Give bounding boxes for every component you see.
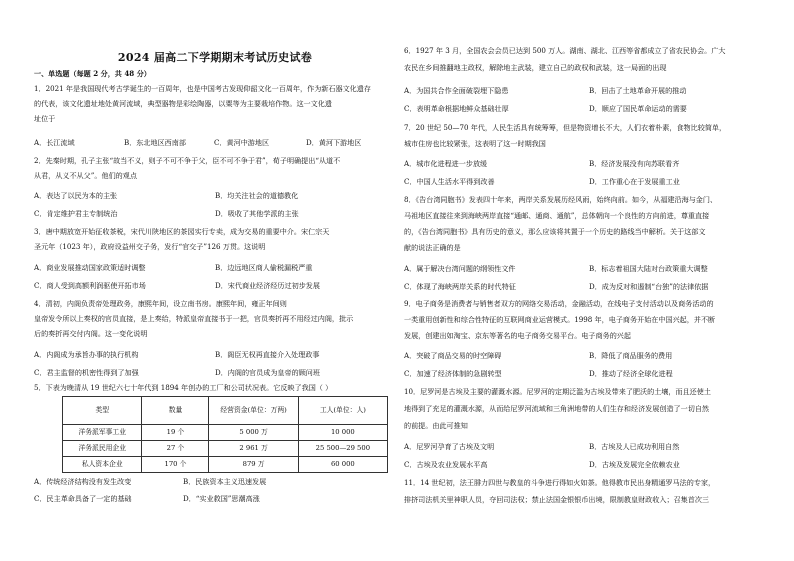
table-row — [63, 425, 388, 441]
option-d[interactable]: D．宋代商业经济经历过初步发展 — [215, 281, 320, 290]
table-cell: 170 个 — [142, 457, 209, 473]
question-text: 6．1927 年 3 月，全国农会会员已达到 500 万人。湖南、湖北、江西等省都成立了省农民协会。广大 — [404, 46, 726, 55]
option-d[interactable]: D．黄河下游地区 — [306, 138, 362, 147]
question-text: 圣元年（1023 年），政府设益州交子务，发行“官交子”126 万贯。这说明 — [34, 242, 266, 251]
section-heading: 一、单选题（每题 2 分，共 48 分） — [34, 69, 151, 78]
question-text: 5．下表为晚清从 19 世纪六七十年代到 1894 年创办的工厂和公司状况表。它反映了我国（ ） — [34, 383, 333, 392]
option-c[interactable]: C．肯定维护君主专制统治 — [34, 209, 118, 218]
option-d[interactable]: D．吸收了其他学派的主张 — [215, 209, 299, 218]
option-c[interactable]: C．中国人生活水平得到改善 — [404, 177, 495, 186]
table-cell: 私人资本企业 — [63, 457, 142, 473]
table-cell: 2 961 万 — [209, 441, 298, 457]
option-c[interactable]: C．商人受到高额利润驱使开拓市场 — [34, 281, 146, 290]
question-text: 9．电子商务是消费者与销售者双方的网络交易活动，金融活动，在线电子支付活动以及商务活动的 — [404, 299, 714, 308]
question-text: 的，《告台湾同胞书》具有历史的意义，那么应该将其置于一个历史的路线当中解析。关于这部文 — [404, 227, 706, 236]
option-c[interactable]: C．表明革命根据地鲜众基础壮厚 — [404, 104, 509, 113]
option-d[interactable]: D．古埃及发展完全依赖农业 — [589, 460, 680, 469]
option-c[interactable]: C．加速了经济体制的急剧转型 — [404, 369, 502, 378]
option-a[interactable]: A．传统经济结构没有发生改变 — [34, 477, 132, 486]
question-text: 排挤司法机关里神职人员，夺回司法权；禁止法国金银银币出境，限制教皇财政收入；召集首次三 — [404, 495, 710, 504]
option-c[interactable]: C．君主监督的机密性得到了加强 — [34, 368, 139, 377]
option-a[interactable]: A．属于解决台湾问题的纲领性文件 — [404, 264, 516, 273]
table-row — [63, 441, 388, 457]
option-a[interactable]: A．商业发展推动国家政策适时调整 — [34, 263, 146, 272]
table-cell: 879 万 — [209, 457, 298, 473]
question-text: 农民在乡间推翻地主政权，解除地主武装，建立自己的政权和武装，这一局面的出现 — [404, 63, 667, 72]
option-b[interactable]: B．阁臣无权再直接介入处理政事 — [215, 350, 320, 359]
question-text: 8．《告台湾同胞书》发表四十年来，两岸关系发展历经风雨，始终向前。如今，从福建沿海与金门、 — [404, 195, 718, 204]
option-b[interactable]: B．降低了商品服务的费用 — [589, 351, 673, 360]
option-b[interactable]: B．经济发展没有向苏联看齐 — [589, 159, 680, 168]
table-header: 经营资金(单位：万两) — [209, 397, 298, 425]
question-text: 的代表，该文化遗址地处黄河流域，典型器物是彩绘陶器，以粟等为主要栽培作物。这一文化遗 — [34, 99, 332, 108]
option-c[interactable]: C．黄河中游地区 — [214, 138, 270, 147]
option-b[interactable]: B．标志着祖国大陆对台政策重大调整 — [589, 264, 708, 273]
question-text: 从君，从义不从父”。他们的观点 — [34, 171, 137, 180]
option-b[interactable]: B．民族资本主义迅速发展 — [183, 477, 267, 486]
option-a[interactable]: A．为国共合作全面破裂埋下隐患 — [404, 86, 509, 95]
question-text: 地得到了充足的灌溉水源，从而给尼罗河流域和三角洲地带的人们生存和经济发展创造了一切自然 — [404, 404, 710, 413]
table-row — [63, 457, 388, 473]
question-text: 4．清初，内阁负责帝处理政务，康熙年间，设立南书房。康熙年间，雍正年间则 — [34, 299, 287, 308]
option-c[interactable]: C．古埃及农业发展水平高 — [404, 460, 488, 469]
option-d[interactable]: D．顺应了国民革命运动的需要 — [589, 104, 687, 113]
question-text: 3．唐中期放宽开始征收茶税，宋代川陕地区的茶园实行专卖，成为交易的重要中介。宋仁宗天 — [34, 227, 330, 236]
table-cell: 洋务派军事工业 — [63, 425, 142, 441]
table-header: 数量 — [142, 397, 209, 425]
option-a[interactable]: A．长江流域 — [34, 138, 75, 147]
option-a[interactable]: A．表达了以民为本的主张 — [34, 191, 118, 200]
option-d[interactable]: D．“实业救国”思潮高涨 — [183, 494, 260, 503]
question-text: 2．先秦时期，孔子主张“故当不义，则子不可不争于父，臣不可不争于君”，荀子明确提出“从道不 — [34, 156, 341, 165]
table-header: 工人(单位：人) — [298, 397, 387, 425]
table-cell: 25 500—29 500 — [298, 441, 387, 457]
option-a[interactable]: A．尼罗河孕育了古埃及文明 — [404, 442, 495, 451]
option-d[interactable]: D．内阁的官员成为皇帝的顾问班 — [215, 368, 320, 377]
table-cell: 5 000 万 — [209, 425, 298, 441]
question-text: 献的说法正确的是 — [404, 243, 461, 252]
option-c[interactable]: C．体现了海峡两岸关系的时代特征 — [404, 282, 516, 291]
question-text: 址位于 — [34, 114, 56, 123]
question-text: 11．14 世纪初，法王腓力四世与教皇的斗争进行得如火如荼。他得教市民出身精通罗马法的专家， — [404, 478, 716, 487]
option-b[interactable]: B．东北地区西南部 — [124, 138, 186, 147]
question-text: 城市住房也比较紧张，这表明了这一时期我国 — [404, 139, 546, 148]
table-header: 类型 — [63, 397, 142, 425]
table-cell: 19 个 — [142, 425, 209, 441]
option-c[interactable]: C．民主革命具备了一定的基础 — [34, 494, 132, 503]
question-text: 一类重用创新性和综合性特征的互联网商业运营模式。1998 年，电子商务开始在中国兴起，并不断 — [404, 315, 716, 324]
option-b[interactable]: B．回击了土地革命开展的推动 — [589, 86, 687, 95]
option-a[interactable]: A．城市化进程进一步放缓 — [404, 159, 488, 168]
option-b[interactable]: B．边远地区商人偷税漏税严重 — [215, 263, 313, 272]
option-a[interactable]: A．内阁成为承旨办事的执行机构 — [34, 350, 139, 359]
factory-table — [62, 396, 388, 473]
option-a[interactable]: A．突破了商品交易的时空障碍 — [404, 351, 502, 360]
question-text: 7．20 世纪 50—70 年代，人民生活具有统筹筹，但是物资增长不大，人们衣着朴素，食物比较简单， — [404, 123, 727, 132]
question-text: 的前提。由此可推知 — [404, 421, 468, 430]
table-cell: 27 个 — [142, 441, 209, 457]
question-text: 马祖地区直接往来到海峡两岸直接“通邮、通商、通航”，总体朝向一个良性的方向前进，尊重直接 — [404, 211, 710, 220]
question-text: 发展，创建出如淘宝、京东等著名的电子商务交易平台。电子商务的兴起 — [404, 331, 631, 340]
option-d[interactable]: D．成为反对和遏制“台独”的法律依据 — [589, 282, 709, 291]
question-text: 皇帝发令所以上奏权的官员直接，是上奏给，特派皇帝直接书于一把，官员奏折再不用经过内阁，批示 — [34, 314, 354, 323]
table-cell: 洋务派民用企业 — [63, 441, 142, 457]
question-text: 后的奏折再交付内阁。这一变化说明 — [34, 329, 148, 338]
page-title: 2024 届高二下学期期末考试历史试卷 — [117, 51, 313, 64]
question-text: 1．2021 年是我国现代考古学诞生的一百周年，也是中国考古发现仰韶文化一百周年，作为新石器文化遗存 — [34, 84, 371, 93]
option-b[interactable]: B．均关注社会的道德教化 — [215, 191, 299, 200]
option-b[interactable]: B．古埃及人已成功利用自然 — [589, 442, 680, 451]
table-cell: 10 000 — [298, 425, 387, 441]
option-d[interactable]: D．工作重心在于发展重工业 — [589, 177, 680, 186]
table-cell: 60 000 — [298, 457, 387, 473]
table-header-row — [63, 397, 388, 425]
option-d[interactable]: D．推动了经济全球化进程 — [589, 369, 673, 378]
question-text: 10．尼罗河是古埃及主要的灌溉水源。尼罗河的定期泛滥为古埃及带来了肥沃的土壤，而且还使土 — [404, 387, 711, 396]
